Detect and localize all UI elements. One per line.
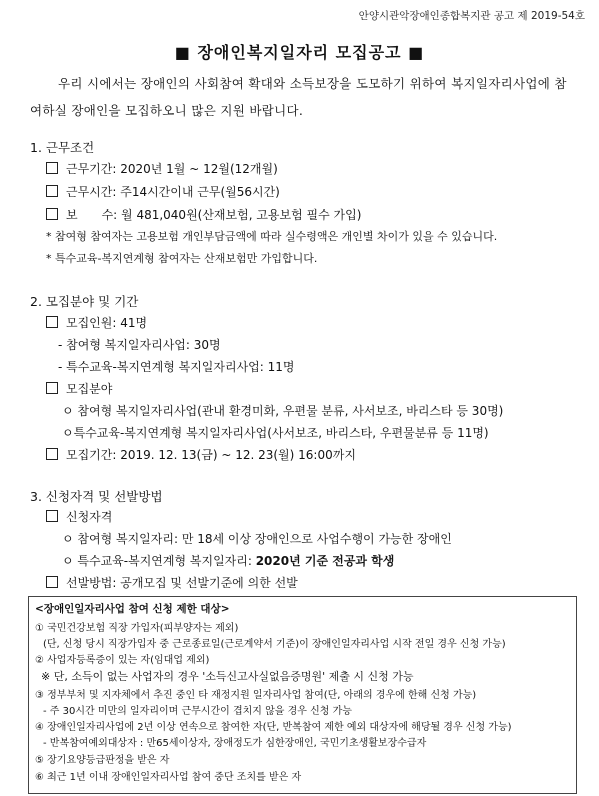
restriction-line-7: ④ 장애인일자리사업에 2년 이상 연속으로 참여한 자(단, 반복참여 제한 예외 대상자에 해당될 경우 신청 가능) bbox=[35, 722, 512, 733]
recruit-sub-1: - 참여형 복지일자리사업: 30명 bbox=[58, 338, 221, 352]
recruit-period-item bbox=[46, 446, 356, 463]
salary-item bbox=[46, 206, 361, 223]
restriction-title: <장애인일자리사업 참여 신청 제한 대상> bbox=[35, 603, 230, 615]
recruit-count-text: 모집인원: 41명 bbox=[66, 316, 148, 330]
checkbox-square bbox=[46, 510, 58, 522]
restriction-line-8: - 반복참여예외대상자 : 만65세이상자, 장애정도가 심한장애인, 국민기초생활보장수급자 bbox=[43, 738, 427, 749]
restriction-line-5: ③ 정부부처 및 지자체에서 추진 중인 타 재정지원 일자리사업 참여(단, 아래의 경우에 한해 신청 가능) bbox=[35, 690, 477, 701]
restriction-line-9: ⑤ 장기요양등급판정을 받은 자 bbox=[35, 755, 170, 766]
qualification-special-bold: 2020년 기준 전공과 학생 bbox=[255, 554, 395, 568]
page-title: ■ 장애인복지일자리 모집공고 ■ bbox=[174, 43, 425, 62]
insurance-note-1: * 참여형 참여자는 고용보험 개인부담금액에 따라 실수령액은 개인별 차이가 있을 수 있습니다. bbox=[46, 230, 498, 243]
checkbox-square bbox=[46, 185, 58, 197]
work-hours-text: 근무시간: 주14시간이내 근무(월56시간) bbox=[66, 185, 280, 199]
recruit-sub-2: - 특수교육-복지연계형 복지일자리사업: 11명 bbox=[58, 360, 295, 374]
recruit-period-text: 모집기간: 2019. 12. 13(금) ~ 12. 23(월) 16:00까지 bbox=[66, 448, 356, 462]
section-1-heading: 1. 근무조건 bbox=[30, 140, 95, 155]
restriction-line-10: ⑥ 최근 1년 이내 장애인일자리사업 참여 중단 조치를 받은 자 bbox=[35, 772, 302, 783]
restriction-line-2: (단, 신청 당시 직장가입자 중 근로종료일(근로계약서 기준)이 장애인일자리사업 시작 전일 경우 신청 가능) bbox=[43, 639, 506, 650]
restriction-line-1: ① 국민건강보험 직장 가입자(피부양자는 제외) bbox=[35, 623, 239, 634]
qualification-label: 신청자격 bbox=[66, 510, 113, 524]
section-2-heading: 2. 모집분야 및 기간 bbox=[30, 294, 139, 309]
checkbox-square bbox=[46, 162, 58, 174]
work-period-item bbox=[46, 160, 278, 177]
field-item bbox=[46, 380, 112, 397]
salary-text: 보 수: 월 481,040원(산재보험, 고용보험 필수 가입) bbox=[66, 208, 362, 222]
checkbox-square bbox=[46, 576, 58, 588]
announcement-number: 안양시관악장애인종합복지관 공고 제 2019-54호 bbox=[358, 10, 585, 22]
checkbox-square bbox=[46, 448, 58, 460]
checkbox-square bbox=[46, 316, 58, 328]
qualification-special-education bbox=[62, 552, 394, 569]
intro-paragraph: 우리 시에서는 장애인의 사회참여 확대와 소득보장을 도모하기 위하여 복지일자리사업에 참여하실 장애인을 모집하오니 많은 지원 바랍니다. bbox=[30, 76, 567, 118]
restriction-line-3: ② 사업자등록증이 있는 자(임대업 제외) bbox=[35, 655, 210, 666]
checkbox-square bbox=[46, 382, 58, 394]
field-participation: ㅇ 참여형 복지일자리사업(관내 환경미화, 우편물 분류, 사서보조, 바리스타 등 30명) bbox=[62, 404, 504, 418]
work-hours-item bbox=[46, 183, 280, 200]
restriction-line-6: - 주 30시간 미만의 일자리이며 근무시간이 겹치지 않을 경우 신청 가능 bbox=[43, 706, 352, 717]
field-special-education: ㅇ특수교육-복지연계형 복지일자리사업(사서보조, 바리스타, 우편물분류 등 11명) bbox=[62, 426, 489, 440]
qualification-participation: ㅇ 참여형 복지일자리: 만 18세 이상 장애인으로 사업수행이 가능한 장애인 bbox=[62, 532, 452, 546]
qualification-item bbox=[46, 508, 112, 525]
insurance-note-2: * 특수교육-복지연계형 참여자는 산재보험만 가입합니다. bbox=[46, 252, 318, 265]
work-period-text: 근무기간: 2020년 1월 ~ 12월(12개월) bbox=[66, 162, 278, 176]
section-3-heading: 3. 신청자격 및 선발방법 bbox=[30, 489, 163, 504]
qualification-special-prefix: ㅇ 특수교육-복지연계형 복지일자리: bbox=[62, 554, 256, 568]
field-label: 모집분야 bbox=[66, 382, 113, 396]
restriction-notice-box bbox=[28, 596, 577, 794]
checkbox-square bbox=[46, 208, 58, 220]
selection-method-item bbox=[46, 574, 298, 591]
recruit-count-item bbox=[46, 314, 147, 331]
restriction-line-4: ※ 단, 소득이 없는 사업자의 경우 '소득신고사실없음증명원' 제출 시 신청 가능 bbox=[41, 670, 414, 683]
selection-method-text: 선발방법: 공개모집 및 선발기준에 의한 선발 bbox=[66, 576, 298, 590]
